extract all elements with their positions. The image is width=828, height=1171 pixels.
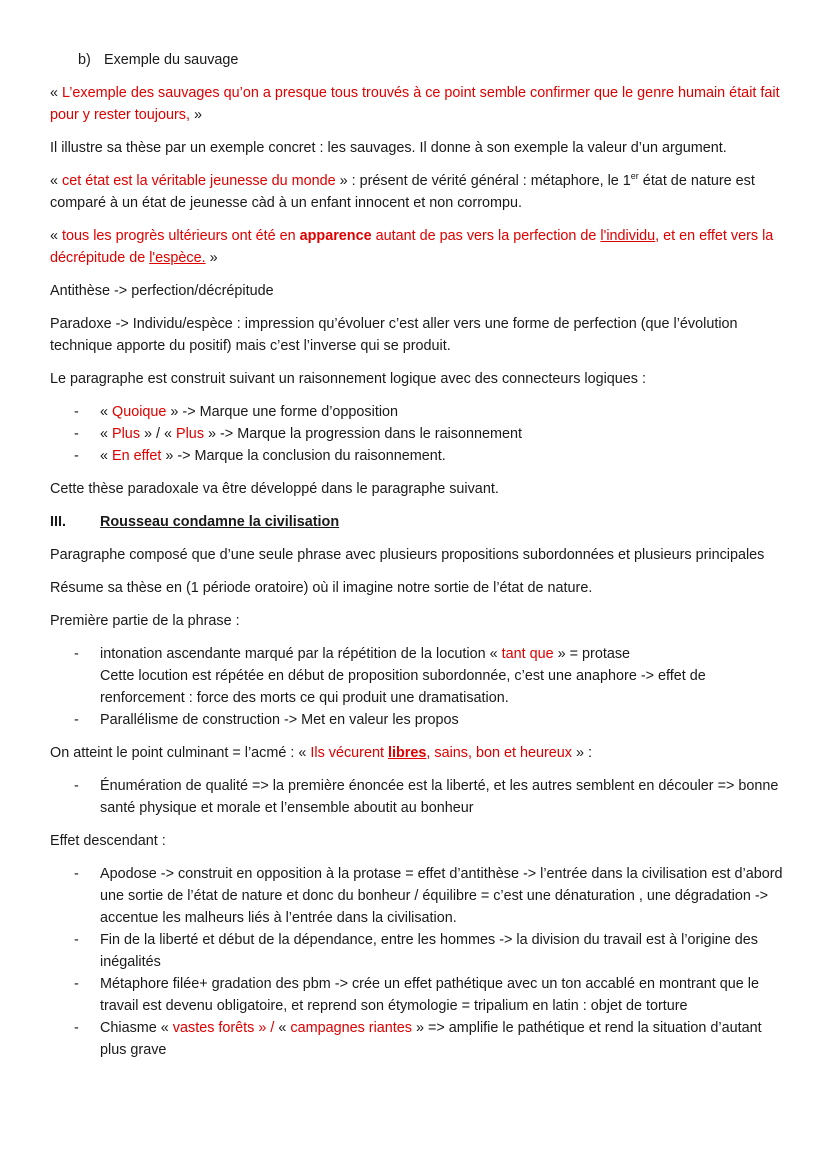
list-item: - Fin de la liberté et début de la dépendance, entre les hommes -> la division du travail est à l’origine des inégalités xyxy=(50,929,788,973)
paragraph-paradoxe: Paradoxe -> Individu/espèce : impression qu’évoluer c’est aller vers une forme de perfection (que l’évolution technique apporte du positif) mais c’est l’inverse qui se produit. xyxy=(50,316,738,354)
list-item: - « En effet » -> Marque la conclusion du raisonnement. xyxy=(50,445,788,467)
underlined-espece: l'espèce. xyxy=(149,250,206,266)
paragraph-antithese: Antithèse -> perfection/décrépitude xyxy=(50,283,274,299)
subsection-title: Exemple du sauvage xyxy=(104,52,239,68)
subsection-label: b) xyxy=(78,52,91,68)
paragraph-premiere-partie: Première partie de la phrase : xyxy=(50,613,240,629)
quote-sauvages: « L’exemple des sauvages qu’on a presque tous trouvés à ce point semble confirmer que le genre humain était fait pour y rester toujours, » xyxy=(50,85,780,123)
paragraph-illustration: Il illustre sa thèse par un exemple concret : les sauvages. Il donne à son exemple la valeur d’un argument. xyxy=(50,140,727,156)
paragraph-acme: On atteint le point culminant = l’acmé : « Ils vécurent libres, sains, bon et heureux » : xyxy=(50,745,592,761)
list-item: - Chiasme « vastes forêts » / « campagnes riantes » => amplifie le pathétique et rend la situation d’autant plus grave xyxy=(50,1017,788,1061)
premiere-partie-list xyxy=(50,643,788,731)
emphasis-libres: libres xyxy=(387,745,427,761)
paragraph-these-paradoxale: Cette thèse paradoxale va être développé dans le paragraphe suivant. xyxy=(50,481,499,497)
acme-list xyxy=(50,775,788,819)
paragraph-connecteurs: Le paragraphe est construit suivant un raisonnement logique avec des connecteurs logiques : xyxy=(50,371,646,387)
section-number: III. xyxy=(50,514,66,530)
list-item: - Apodose -> construit en opposition à la protase = effet d’antithèse -> l’entrée dans la civilisation est d’abord une sortie de l’état de nature et donc du bonheur / équilibre = c’est une dénaturation , une dégradation -> accentue les malheurs liés à l’entrée dans la civilisation. xyxy=(50,863,788,929)
list-item: - Parallélisme de construction -> Met en valeur les propos xyxy=(50,709,788,731)
list-item: - « Plus » / « Plus » -> Marque la progression dans le raisonnement xyxy=(50,423,788,445)
underlined-individu: l'individu xyxy=(600,228,656,244)
list-item: - intonation ascendante marqué par la répétition de la locution « tant que » = protase Cette locution est répétée en début de proposition subordonnée, c’est une anaphore -> effet de renforcement : force des morts ce qui produit une dramatisation. xyxy=(50,643,788,709)
connecteurs-list xyxy=(50,401,788,467)
emphasis-apparence: apparence xyxy=(299,228,372,244)
section-title: Rousseau condamne la civilisation xyxy=(100,514,340,530)
effet-descendant-list xyxy=(50,863,788,1061)
paragraph-resume: Résume sa thèse en (1 période oratoire) où il imagine notre sortie de l’état de nature. xyxy=(50,580,593,596)
list-item: - Énumération de qualité => la première énoncée est la liberté, et les autres semblent en découler => bonne santé physique et morale et l’ensemble aboutit au bonheur xyxy=(50,775,788,819)
subsection-heading xyxy=(78,49,788,71)
quote-text: L’exemple des sauvages qu’on a presque tous trouvés à ce point semble confirmer que le genre humain était fait pour y rester toujours, xyxy=(50,85,780,123)
quote-text: cet état est la véritable jeunesse du monde xyxy=(62,173,336,189)
paragraph-effet-descendant: Effet descendant : xyxy=(50,833,166,849)
list-item: - Métaphore filée+ gradation des pbm -> crée un effet pathétique avec un ton accablé en montrant que le travail est devenu obligatoire, et reprend son étymologie = tripalium en latin : objet de torture xyxy=(50,973,788,1017)
list-item: - « Quoique » -> Marque une forme d’opposition xyxy=(50,401,788,423)
paragraph-composition: Paragraphe composé que d’une seule phrase avec plusieurs propositions subordonnées et plusieurs principales xyxy=(50,547,765,563)
section-heading xyxy=(50,511,788,533)
quote-progres: « tous les progrès ultérieurs ont été en apparence autant de pas vers la perfection de l'individu, et en effet vers la décrépitude de l'espèce. » xyxy=(50,228,774,266)
quote-jeunesse: « cet état est la véritable jeunesse du monde » : présent de vérité général : métaphore, le 1er état de nature est comparé à un état de jeunesse càd à un enfant innocent et non corrompu. xyxy=(50,171,755,211)
